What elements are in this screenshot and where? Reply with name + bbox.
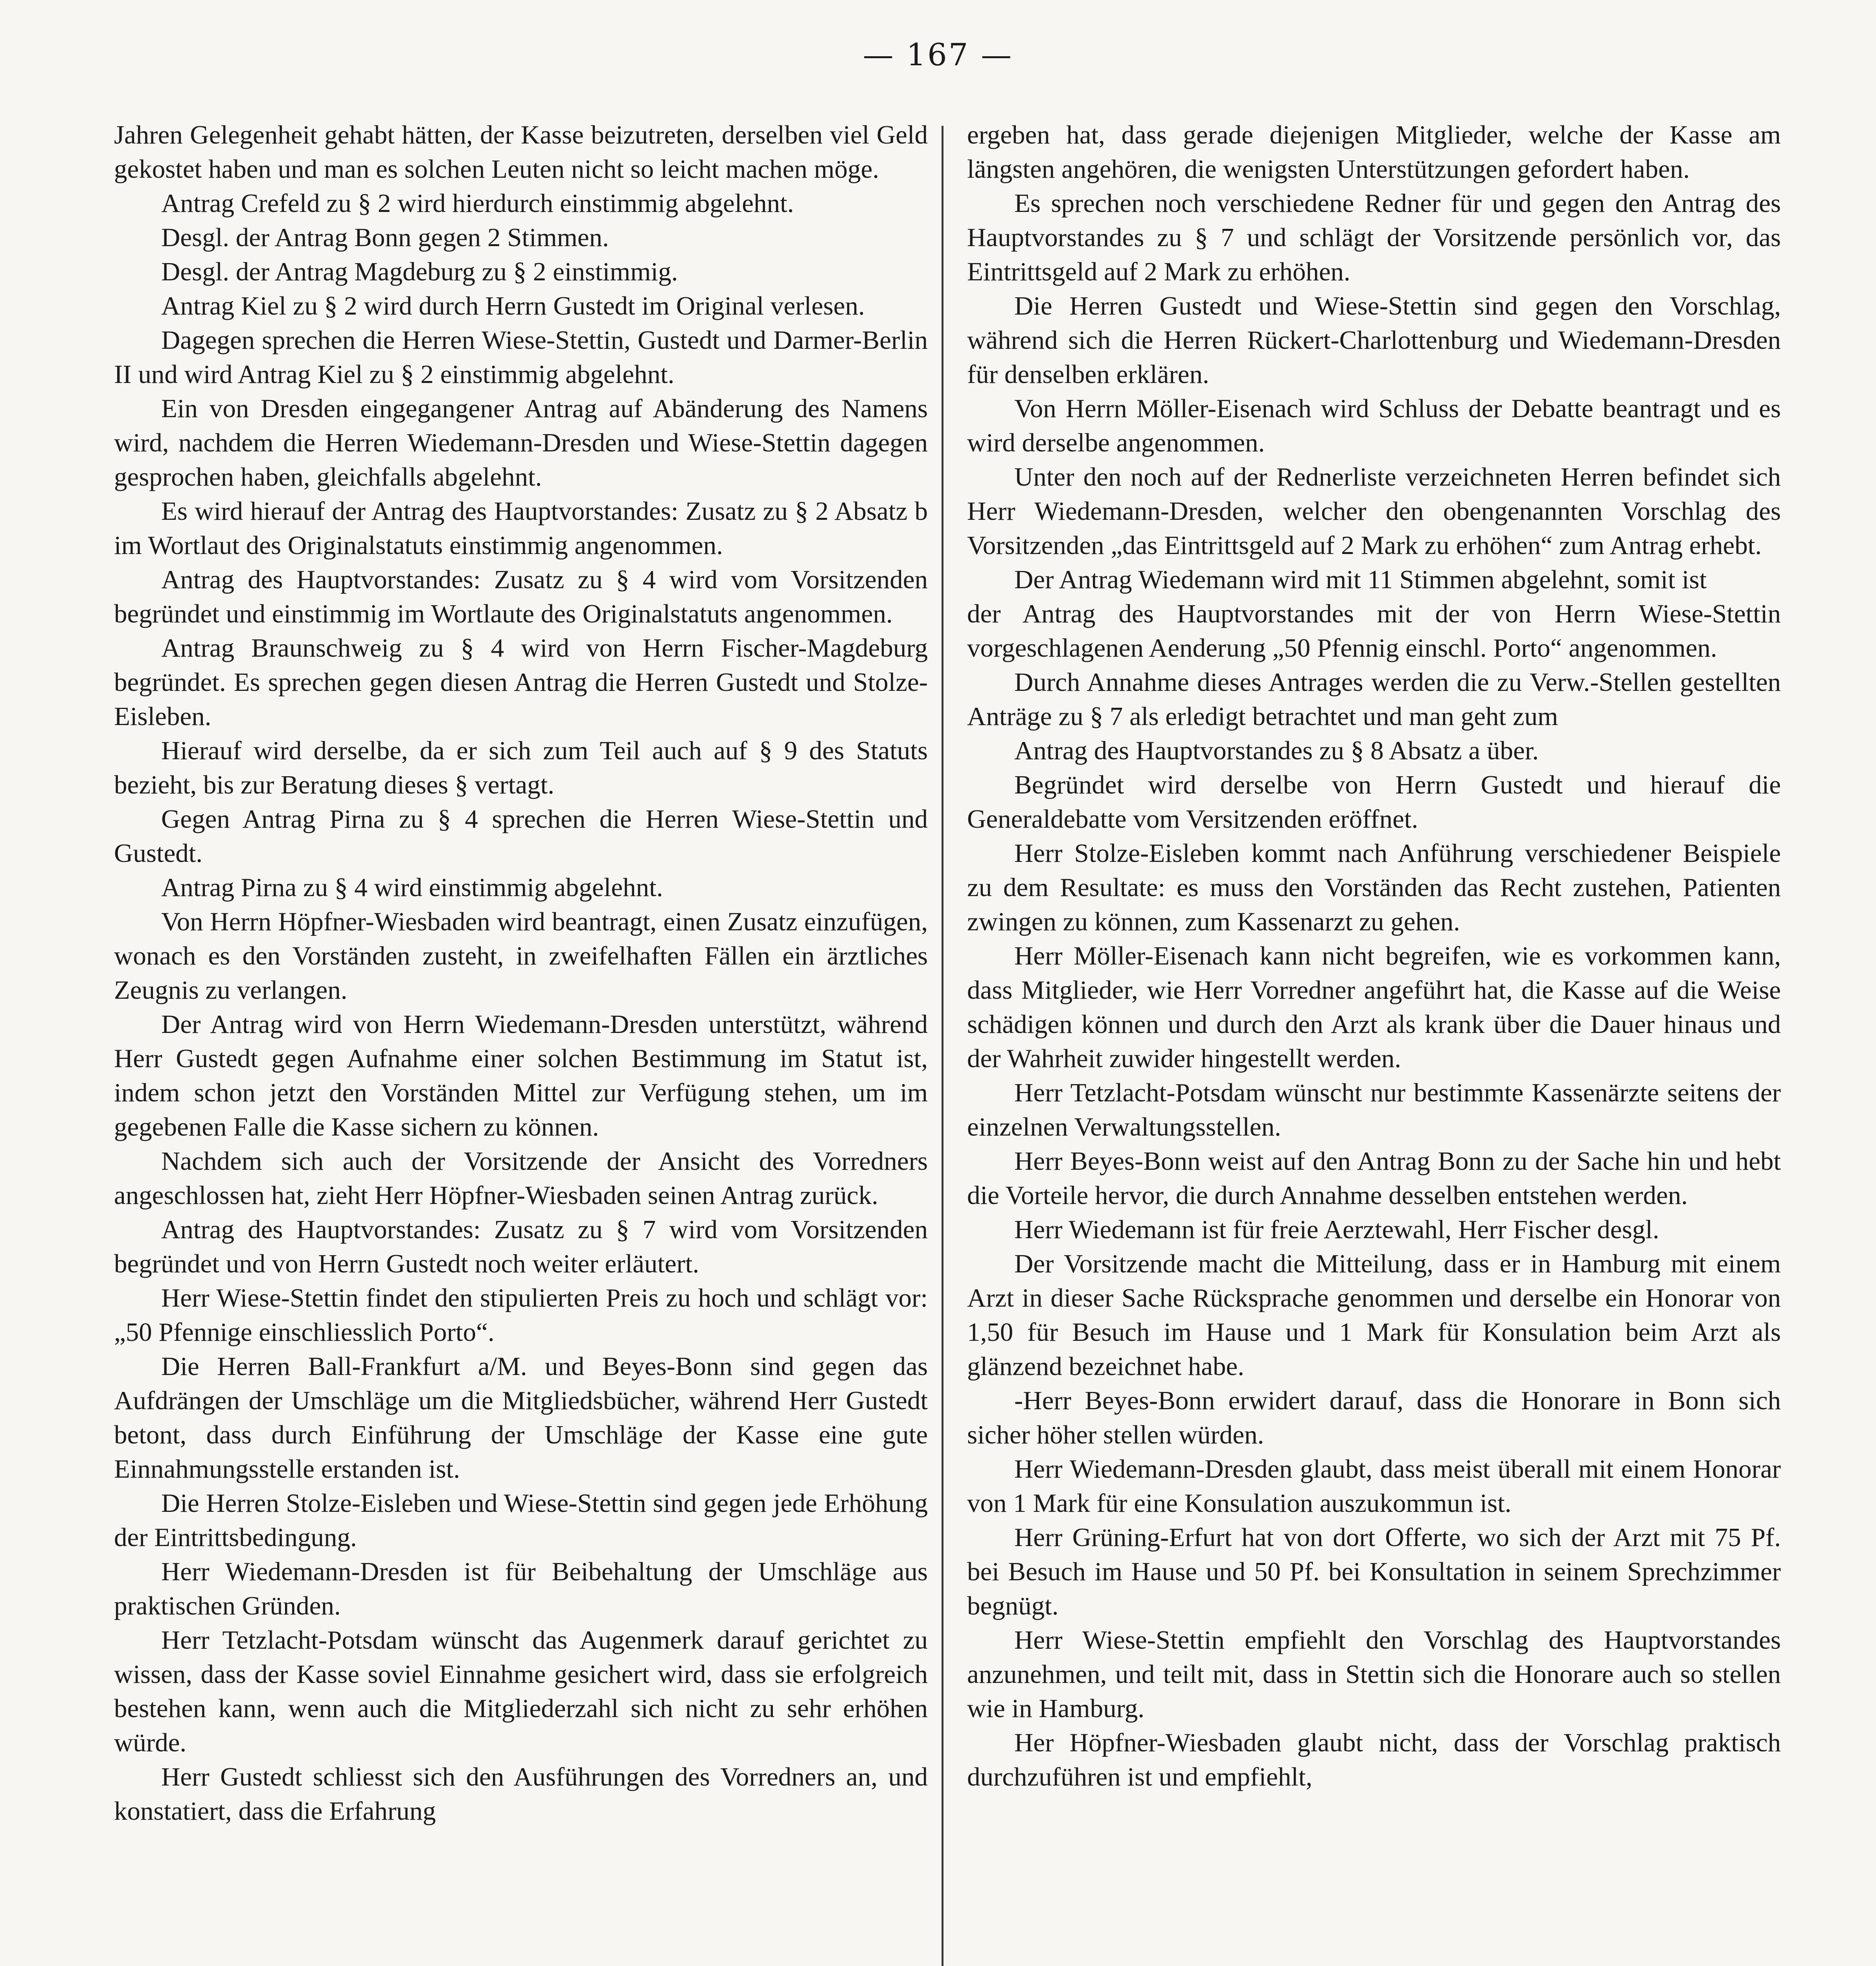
- paragraph: Der Vorsitzende macht die Mitteilung, dass er in Hamburg mit einem Arzt in dieser Sache Rücksprache genommen und derselbe ein Honorar von 1,50 für Besuch im Hause und 1 Mark für Konsulation beim Arzt als glänzend bezeichnet habe.: [967, 1249, 1781, 1381]
- paragraph: Herr Grüning-Erfurt hat von dort Offerte, wo sich der Arzt mit 75 Pf. bei Besuch im Hause und 50 Pf. bei Konsultation in seinem Sprechzimmer begnügt.: [967, 1523, 1781, 1620]
- paragraph: Herr Beyes-Bonn weist auf den Antrag Bonn zu der Sache hin und hebt die Vorteile hervor, die durch Annahme desselben entstehen werden.: [967, 1147, 1781, 1210]
- paragraph: Begründet wird derselbe von Herrn Gustedt und hierauf die Generaldebatte vom Versitzenden eröffnet.: [967, 770, 1781, 834]
- paragraph: Herr Wiedemann-Dresden glaubt, dass meist überall mit einem Honorar von 1 Mark für eine Konsulation auszukommun ist.: [967, 1454, 1781, 1518]
- paragraph: Herr Tetzlacht-Potsdam wünscht das Augenmerk darauf gerichtet zu wissen, dass der Kasse soviel Einnahme gesichert wird, dass sie erfolgreich bestehen kann, wenn auch die Mitgliederzahl sich nicht zu sehr erhöhen würde.: [114, 1625, 928, 1757]
- paragraph: Von Herrn Möller-Eisenach wird Schluss der Debatte beantragt und es wird derselbe angenommen.: [967, 394, 1781, 457]
- paragraph: -Herr Beyes-Bonn erwidert darauf, dass die Honorare in Bonn sich sicher höher stellen würden.: [967, 1386, 1781, 1449]
- paragraph: Her Höpfner-Wiesbaden glaubt nicht, dass der Vorschlag praktisch durchzuführen ist und empfiehlt,: [967, 1728, 1781, 1791]
- paragraph: Die Herren Ball-Frankfurt a/M. und Beyes-Bonn sind gegen das Aufdrängen der Umschläge um die Mitgliedsbücher, während Herr Gustedt betont, dass durch Einführung der Umschläge der Kasse eine gute Einnahmungsstelle erstanden ist.: [114, 1352, 928, 1484]
- paragraph: Ein von Dresden eingegangener Antrag auf Abänderung des Namens wird, nachdem die Herren Wiedemann-Dresden und Wiese-Stettin dagegen gesprochen haben, gleichfalls abgelehnt.: [114, 394, 928, 492]
- left-column: [114, 118, 928, 1828]
- column-divider: [942, 126, 944, 1966]
- paragraph: Antrag des Hauptvorstandes: Zusatz zu § 4 wird vom Vorsitzenden begründet und einstimmig im Wortlaute des Originalstatuts angenommen.: [114, 565, 928, 628]
- paragraph: Antrag Crefeld zu § 2 wird hierdurch einstimmig abgelehnt.: [161, 189, 794, 218]
- paragraph: Antrag Pirna zu § 4 wird einstimmig abgelehnt.: [161, 873, 663, 902]
- paragraph: Von Herrn Höpfner-Wiesbaden wird beantragt, einen Zusatz einzufügen, wonach es den Vorständen zusteht, in zweifelhaften Fällen ein ärztliches Zeugnis zu verlangen.: [114, 907, 928, 1005]
- paragraph: Antrag Braunschweig zu § 4 wird von Herrn Fischer-Magdeburg begründet. Es sprechen gegen diesen Antrag die Herren Gustedt und Stolze-Eisleben.: [114, 633, 928, 731]
- paragraph: Antrag Kiel zu § 2 wird durch Herrn Gustedt im Original verlesen.: [161, 291, 865, 320]
- paragraph: ergeben hat, dass gerade diejenigen Mitglieder, welche der Kasse am längsten angehören, die wenigsten Unterstützungen gefordert haben.: [967, 120, 1781, 184]
- paragraph: Gegen Antrag Pirna zu § 4 sprechen die Herren Wiese-Stettin und Gustedt.: [114, 804, 928, 868]
- paragraph: Der Antrag Wiedemann wird mit 11 Stimmen abgelehnt, somit ist: [1014, 565, 1707, 594]
- paragraph: der Antrag des Hauptvorstandes mit der von Herrn Wiese-Stettin vorgeschlagenen Aenderung „50 Pfennig einschl. Porto“ angenommen.: [967, 599, 1781, 663]
- paragraph: Der Antrag wird von Herrn Wiedemann-Dresden unterstützt, während Herr Gustedt gegen Aufnahme einer solchen Bestimmung im Statut ist, indem schon jetzt den Vorständen Mittel zur Verfügung stehen, um im gegebenen Falle die Kasse sichern zu können.: [114, 1010, 928, 1141]
- right-column: [967, 118, 1781, 1794]
- paragraph: Jahren Gelegenheit gehabt hätten, der Kasse beizutreten, derselben viel Geld gekostet haben und man es solchen Leuten nicht so leicht machen möge.: [114, 120, 928, 184]
- paragraph: Antrag des Hauptvorstandes zu § 8 Absatz a über.: [1014, 736, 1539, 765]
- paragraph: Durch Annahme dieses Antrages werden die zu Verw.-Stellen gestellten Anträge zu § 7 als erledigt betrachtet und man geht zum: [967, 668, 1781, 731]
- paragraph: Antrag des Hauptvorstandes: Zusatz zu § 7 wird vom Vorsitzenden begründet und von Herrn Gustedt noch weiter erläutert.: [114, 1215, 928, 1278]
- paragraph: Die Herren Gustedt und Wiese-Stettin sind gegen den Vorschlag, während sich die Herren Rückert-Charlottenburg und Wiedemann-Dresden für denselben erklären.: [967, 291, 1781, 389]
- paragraph: Hierauf wird derselbe, da er sich zum Teil auch auf § 9 des Statuts bezieht, bis zur Beratung dieses § vertagt.: [114, 736, 928, 799]
- page-number: — 167 —: [863, 37, 1013, 73]
- paragraph: Herr Tetzlacht-Potsdam wünscht nur bestimmte Kassenärzte seitens der einzelnen Verwaltungsstellen.: [967, 1078, 1781, 1141]
- paragraph: Dagegen sprechen die Herren Wiese-Stettin, Gustedt und Darmer-Berlin II und wird Antrag Kiel zu § 2 einstimmig abgelehnt.: [114, 326, 928, 389]
- paragraph: Herr Wiedemann-Dresden ist für Beibehaltung der Umschläge aus praktischen Gründen.: [114, 1557, 928, 1620]
- paragraph: Herr Möller-Eisenach kann nicht begreifen, wie es vorkommen kann, dass Mitglieder, wie Herr Vorredner angeführt hat, die Kasse auf die Weise schädigen können und durch den Arzt als krank über die Dauer hinaus und der Wahrheit zuwider hingestellt werden.: [967, 941, 1781, 1073]
- paragraph: Die Herren Stolze-Eisleben und Wiese-Stettin sind gegen jede Erhöhung der Eintrittsbedingung.: [114, 1489, 928, 1552]
- paragraph: Nachdem sich auch der Vorsitzende der Ansicht des Vorredners angeschlossen hat, zieht Herr Höpfner-Wiesbaden seinen Antrag zurück.: [114, 1147, 928, 1210]
- paragraph: Es wird hierauf der Antrag des Hauptvorstandes: Zusatz zu § 2 Absatz b im Wortlaut des Originalstatuts einstimmig angenommen.: [114, 497, 928, 560]
- paragraph: Herr Wiese-Stettin findet den stipulierten Preis zu hoch und schlägt vor: „50 Pfennige einschliesslich Porto“.: [114, 1283, 928, 1347]
- paragraph: Herr Stolze-Eisleben kommt nach Anführung verschiedener Beispiele zu dem Resultate: es muss den Vorständen das Recht zustehen, Patienten zwingen zu können, zum Kassenarzt zu gehen.: [967, 839, 1781, 936]
- paragraph: Es sprechen noch verschiedene Redner für und gegen den Antrag des Hauptvorstandes zu § 7 und schlägt der Vorsitzende persönlich vor, das Eintrittsgeld auf 2 Mark zu erhöhen.: [967, 189, 1781, 286]
- paragraph: Herr Wiedemann ist für freie Aerztewahl, Herr Fischer desgl.: [1014, 1215, 1659, 1244]
- paragraph: Herr Wiese-Stettin empfiehlt den Vorschlag des Hauptvorstandes anzunehmen, und teilt mit, dass in Stettin sich die Honorare auch so stellen wie in Hamburg.: [967, 1625, 1781, 1723]
- paragraph: Herr Gustedt schliesst sich den Ausführungen des Vorredners an, und konstatiert, dass die Erfahrung: [114, 1762, 928, 1826]
- paragraph: Unter den noch auf der Rednerliste verzeichneten Herren befindet sich Herr Wiedemann-Dresden, welcher den obengenannten Vorschlag des Vorsitzenden „das Eintrittsgeld auf 2 Mark zu erhöhen“ zum Antrag erhebt.: [967, 462, 1781, 560]
- paragraph: Desgl. der Antrag Bonn gegen 2 Stimmen.: [161, 223, 609, 252]
- paragraph: Desgl. der Antrag Magdeburg zu § 2 einstimmig.: [161, 257, 678, 286]
